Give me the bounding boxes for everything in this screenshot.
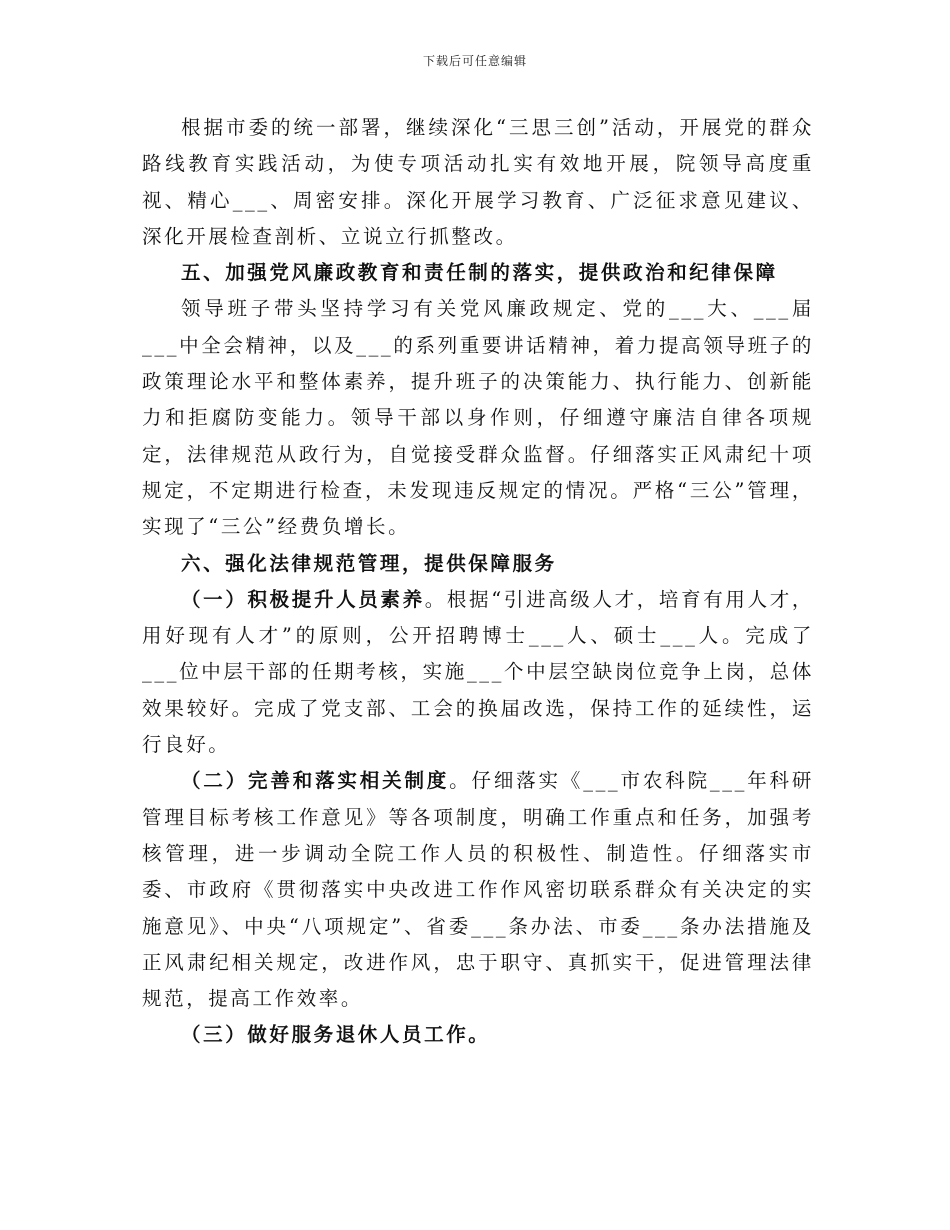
paragraph-sansi-sanchuang: 根据市委的统一部署，继续深化“三思三创”活动，开展党的群众路线教育实践活动，为使专项活动扎实有效地开展，院领导高度重视、精心___、周密安排。深化开展学习教育、广泛征求意见建议、深化开展检查剖析、立说立行抓整改。 xyxy=(142,116,814,248)
section-heading-6: 六、强化法律规范管理，提供保障服务 xyxy=(181,551,557,575)
paragraph-systems-text: 。仔细落实《___市农科院___年科研管理目标考核工作意见》等各项制度，明确工作重点和任务，加强考核管理，进一步调动全院工作人员的积极性、制造性。仔细落实市委、市政府《贯彻落实中央改进工作作风密切联系群众有关决定的实施意见》、中央“八项规定”、省委___条办法、市委___条办法措施及正风肃纪相关规定，改进作风，忠于职守、真抓实干，促进管理法律规范，提高工作效率。 xyxy=(142,769,814,1011)
document-body xyxy=(142,110,814,1054)
header-note: 下载后可任意编辑 xyxy=(422,54,527,68)
subheading-2: （二）完善和落实相关制度 xyxy=(181,769,450,793)
paragraph-party-integrity: 领导班子带头坚持学习有关党风廉政规定、党的___大、___届___中全会精神，以及___的系列重要讲话精神，着力提高领导班子的政策理论水平和整体素养，提升班子的决策能力、执行能力、创新能力和拒腐防变能力。领导干部以身作则，仔细遵守廉洁自律各项规定，法律规范从政行为，自觉接受群众监督。仔细落实正风肃纪十项规定，不定期进行检查，未发现违反规定的情况。严格“三公”管理，实现了“三公”经费负增长。 xyxy=(142,297,814,539)
subheading-1: （一）积极提升人员素养 xyxy=(181,587,425,611)
paragraph-systems xyxy=(142,763,814,1017)
paragraph-staff-quality-text: 。根据“引进高级人才，培育有用人才，用好现有人才”的原则，公开招聘博士___人、硕士___人。完成了___位中层干部的任期考核，实施___个中层空缺岗位竞争上岗，总体效果较好。完成了党支部、工会的换届改选，保持工作的延续性，运行良好。 xyxy=(142,587,814,757)
subheading-3: （三）做好服务退休人员工作。 xyxy=(181,1023,491,1047)
section-heading-5: 五、加强党风廉政教育和责任制的落实，提供政治和纪律保障 xyxy=(181,261,778,285)
paragraph-staff-quality xyxy=(142,582,814,763)
